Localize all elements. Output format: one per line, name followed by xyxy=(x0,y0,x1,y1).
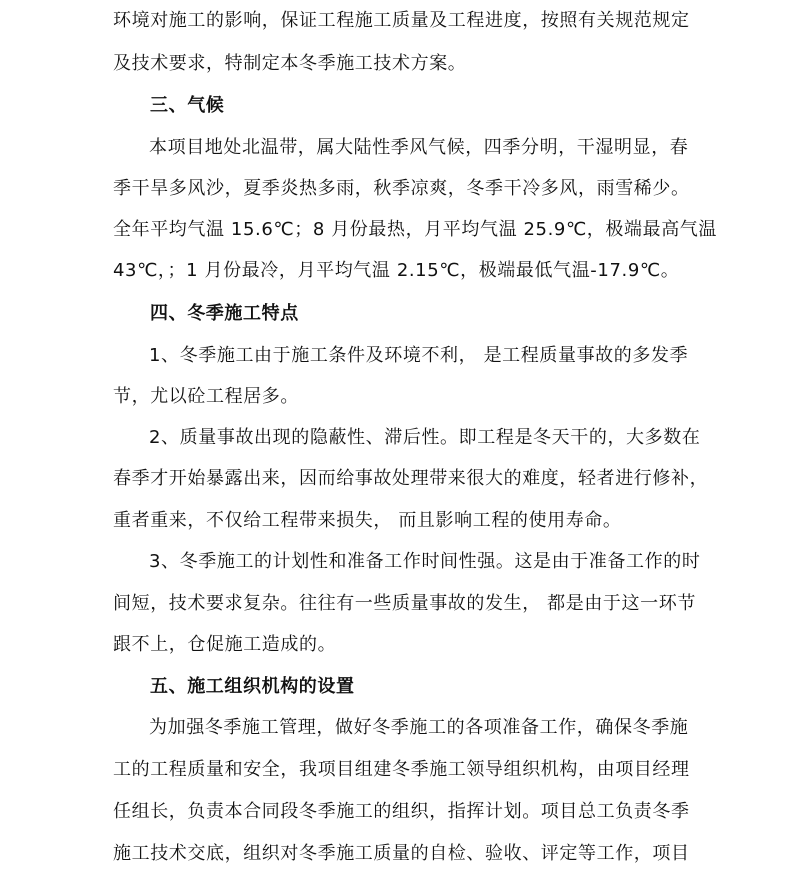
paragraph-line: 环境对施工的影响，保证工程施工质量及工程进度，按照有关规范规定 xyxy=(113,10,690,31)
paragraph-line: 季干旱多风沙，夏季炎热多雨，秋季凉爽，冬季干冷多风，雨雪稀少。 xyxy=(113,178,690,199)
paragraph-line: 3、冬季施工的计划性和准备工作时间性强。这是由于准备工作的时 xyxy=(149,551,701,572)
paragraph-line: 全年平均气温 15.6℃；8 月份最热，月平均气温 25.9℃，极端最高气温 xyxy=(113,219,718,240)
paragraph-line: 工的工程质量和安全，我项目组建冬季施工领导组织机构，由项目经理 xyxy=(113,759,690,780)
section-heading-winter-features: 四、冬季施工特点 xyxy=(150,303,299,324)
paragraph-line: 节，尤以砼工程居多。 xyxy=(113,386,299,407)
paragraph-line: 春季才开始暴露出来，因而给事故处理带来很大的难度，轻者进行修补， xyxy=(113,468,709,489)
section-heading-climate: 三、气候 xyxy=(150,95,225,116)
paragraph-line: 43℃，；1 月份最冷，月平均气温 2.15℃，极端最低气温-17.9℃。 xyxy=(113,260,680,281)
paragraph-line: 任组长，负责本合同段冬季施工的组织，指挥计划。项目总工负责冬季 xyxy=(113,801,690,822)
paragraph-line: 1、冬季施工由于施工条件及环境不利， 是工程质量事故的多发季 xyxy=(149,345,689,366)
paragraph-line: 为加强冬季施工管理，做好冬季施工的各项准备工作，确保冬季施 xyxy=(149,717,689,738)
section-heading-organization: 五、施工组织机构的设置 xyxy=(150,676,355,697)
paragraph-line: 及技术要求，特制定本冬季施工技术方案。 xyxy=(113,53,467,74)
paragraph-line: 间短，技术要求复杂。往往有一些质量事故的发生， 都是由于这一环节 xyxy=(113,593,696,614)
paragraph-line: 施工技术交底，组织对冬季施工质量的自检、验收、评定等工作，项目 xyxy=(113,843,690,864)
paragraph-line: 跟不上，仓促施工造成的。 xyxy=(113,634,337,655)
paragraph-line: 2、质量事故出现的隐蔽性、滞后性。即工程是冬天干的，大多数在 xyxy=(149,427,701,448)
paragraph-line: 重者重来，不仅给工程带来损失， 而且影响工程的使用寿命。 xyxy=(113,510,622,531)
paragraph-line: 本项目地处北温带，属大陆性季风气候，四季分明，干湿明显，春 xyxy=(149,137,689,158)
